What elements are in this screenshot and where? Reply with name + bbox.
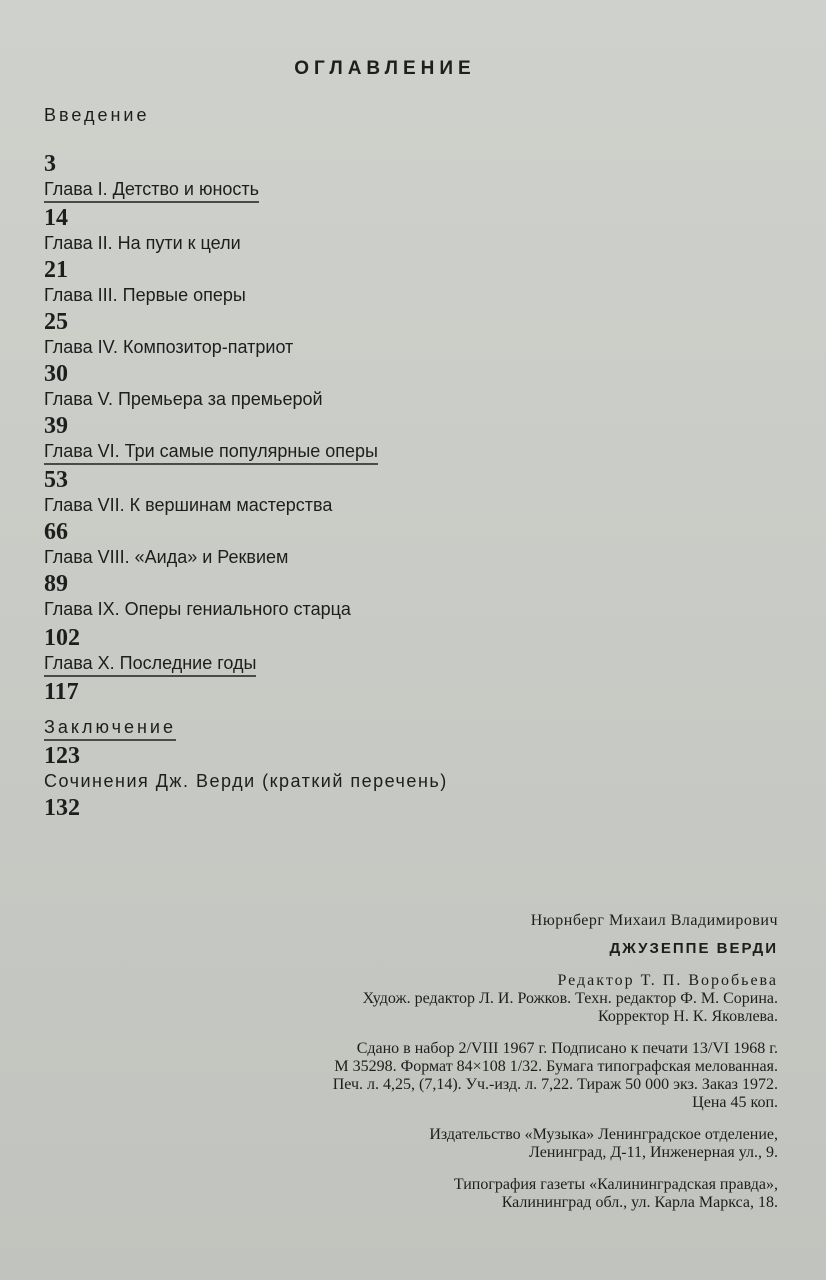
- underlined-label: Глава VI. Три самые популярные оперы: [44, 440, 378, 465]
- toc-page-number: 66: [44, 519, 68, 545]
- toc-label: Глава VIII. «Аида» и Реквием: [44, 547, 289, 567]
- toc-page-number: 3: [44, 151, 56, 177]
- toc-label: Введение: [44, 105, 150, 125]
- toc-page-number: 25: [44, 309, 68, 335]
- toc-label: [44, 652, 744, 677]
- toc-item-chapter-5: [44, 360, 744, 412]
- underlined-label: Глава X. Последние годы: [44, 652, 256, 677]
- underlined-label: Заключение: [44, 716, 176, 741]
- corrector-line: Корректор Н. К. Яковлева.: [597, 1008, 778, 1025]
- toc-item-chapter-3: [44, 256, 744, 308]
- toc-page-number: 14: [44, 205, 68, 231]
- toc-item-works: [44, 742, 744, 794]
- toc-page-number: 117: [44, 679, 79, 705]
- toc-item-conclusion: [44, 678, 744, 742]
- author-name: Нюрнберг Михаил Владимирович: [530, 912, 778, 929]
- page-title: ОГЛАВЛЕНИЕ: [294, 58, 476, 79]
- toc-page-number: 30: [44, 361, 68, 387]
- publisher-line-1: Издательство «Музыка» Ленинградское отделение,: [429, 1126, 778, 1143]
- price-line: Цена 45 коп.: [692, 1094, 778, 1111]
- toc-item-chapter-2: [44, 204, 744, 256]
- toc-label: [44, 178, 744, 203]
- toc-page-number: 53: [44, 467, 68, 493]
- toc-label: [44, 716, 744, 741]
- editor-line: Редактор Т. П. Воробьева: [557, 972, 778, 989]
- toc-page-number: 132: [44, 795, 80, 821]
- art-editor-line: Худож. редактор Л. И. Рожков. Техн. редактор Ф. М. Сорина.: [362, 990, 778, 1007]
- toc-page-number: 123: [44, 743, 80, 769]
- underlined-label: Глава I. Детство и юность: [44, 178, 259, 203]
- print-line-3: Печ. л. 4,25, (7,14). Уч.-изд. л. 7,22. Тираж 50 000 экз. Заказ 1972.: [332, 1076, 778, 1093]
- toc-item-chapter-1: [44, 150, 744, 204]
- book-title: ДЖУЗЕППЕ ВЕРДИ: [609, 940, 778, 957]
- toc-item-works-page: [44, 794, 744, 824]
- toc-item-introduction: [44, 104, 744, 150]
- toc-item-chapter-7: [44, 466, 744, 518]
- toc-page-number: 39: [44, 413, 68, 439]
- toc-label: Глава II. На пути к цели: [44, 233, 241, 253]
- toc-label: Глава IX. Оперы гениального старца: [44, 599, 351, 619]
- toc-page-number: 89: [44, 571, 68, 597]
- publisher-block: [98, 1126, 778, 1162]
- toc-item-chapter-8: [44, 518, 744, 570]
- toc-label: Глава IV. Композитор-патриот: [44, 337, 294, 357]
- printer-line-2: Калининград обл., ул. Карла Маркса, 18.: [501, 1194, 778, 1211]
- toc-label: Глава V. Премьера за премьерой: [44, 389, 323, 409]
- toc-label: Глава VII. К вершинам мастерства: [44, 495, 333, 515]
- printer-block: [98, 1176, 778, 1212]
- toc-label: Сочинения Дж. Верди (краткий перечень): [44, 771, 448, 791]
- print-details: [98, 1040, 778, 1112]
- toc-item-chapter-9: [44, 570, 744, 624]
- toc-label: [44, 440, 744, 465]
- toc-item-chapter-10: [44, 624, 744, 678]
- toc-label: Глава III. Первые оперы: [44, 285, 246, 305]
- print-line-2: М 35298. Формат 84×108 1/32. Бумага типографская мелованная.: [334, 1058, 778, 1075]
- toc-item-chapter-6: [44, 412, 744, 466]
- toc-page-number: 21: [44, 257, 68, 283]
- colophon: [98, 912, 778, 1212]
- printer-line-1: Типография газеты «Калининградская правда»,: [453, 1176, 778, 1193]
- toc-page-number: 102: [44, 625, 80, 651]
- print-line-1: Сдано в набор 2/VIII 1967 г. Подписано к печати 13/VI 1968 г.: [356, 1040, 778, 1057]
- table-of-contents: [44, 104, 744, 824]
- publisher-line-2: Ленинград, Д-11, Инженерная ул., 9.: [528, 1144, 778, 1161]
- toc-item-chapter-4: [44, 308, 744, 360]
- credits-block: [98, 972, 778, 1026]
